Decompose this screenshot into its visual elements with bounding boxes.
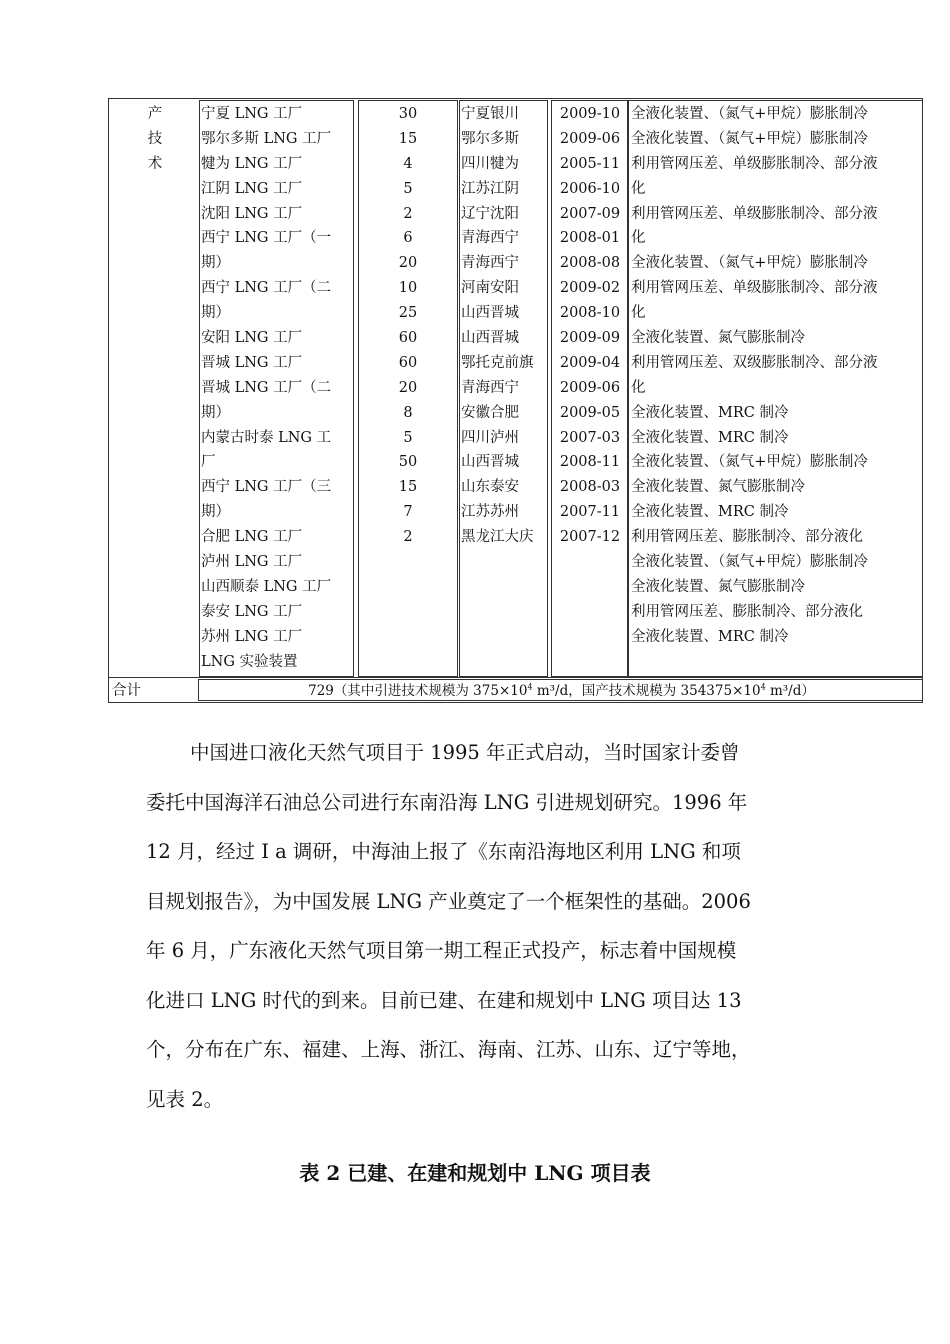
plant-name-cell: LNG 实验装置 [201, 653, 298, 670]
date-cell: 2008-10 [559, 305, 621, 322]
scale-cell: 60 [398, 330, 418, 347]
scale-cell: 2 [403, 529, 413, 546]
scale-cell: 5 [403, 180, 413, 197]
location-cell: 青海西宁 [461, 230, 519, 247]
location-cell: 青海西宁 [461, 379, 519, 396]
plant-name-cell: 晋城 LNG 工厂 [201, 354, 303, 371]
process-cell: 利用管网压差、单级膨胀制冷、部分液 [631, 155, 878, 172]
location-cell: 江苏江阴 [461, 180, 519, 197]
process-column [631, 102, 923, 650]
category-cell: 术 [147, 155, 163, 172]
location-cell: 山西晋城 [461, 454, 519, 471]
plant-name-cell: 期） [201, 404, 230, 421]
scale-cell: 7 [403, 504, 413, 521]
scale-cell: 10 [398, 280, 418, 297]
date-cell: 2009-04 [559, 354, 621, 371]
process-cell: 全液化装置、（氮气+甲烷）膨胀制冷 [631, 554, 868, 571]
process-cell: 化 [631, 180, 646, 197]
plant-name-cell: 合肥 LNG 工厂 [201, 529, 303, 546]
plant-name-column [201, 102, 351, 674]
location-cell: 宁夏银川 [461, 106, 519, 122]
plant-name-cell: 西宁 LNG 工厂（三 [201, 479, 332, 496]
location-cell: 鄂尔多斯 [461, 130, 519, 147]
process-cell: 全液化装置、MRC 制冷 [631, 404, 789, 421]
plant-name-cell: 西宁 LNG 工厂（一 [201, 230, 332, 247]
date-cell: 2009-10 [559, 106, 621, 122]
plant-name-cell: 期） [201, 504, 230, 521]
plant-name-cell: 晋城 LNG 工厂（二 [201, 379, 332, 396]
plant-name-cell: 期） [201, 305, 230, 322]
total-value: 729（其中引进技术规模为 $375\times 10^4$ m³/d，国产技术规模为 $354375\times 10^4$ m³/d） [308, 682, 815, 699]
process-cell: 全液化装置、MRC 制冷 [631, 504, 789, 521]
paragraph-line-5: 年 6 月，广东液化天然气项目第一期工程正式投产，标志着中国规模 [146, 939, 737, 962]
process-cell: 化 [631, 305, 646, 322]
scale-cell: 25 [398, 305, 418, 322]
location-cell: 四川泸州 [461, 429, 519, 446]
paragraph-line-7: 个，分布在广东、福建、上海、浙江、海南、江苏、山东、辽宁等地， [146, 1038, 751, 1061]
scale-column [360, 102, 456, 550]
process-cell: 全液化装置、MRC 制冷 [631, 628, 789, 645]
location-cell: 安徽合肥 [461, 404, 519, 421]
plant-name-cell: 西宁 LNG 工厂（二 [201, 280, 332, 297]
date-cell: 2009-09 [559, 330, 621, 347]
location-cell: 河南安阳 [461, 280, 519, 297]
process-cell: 利用管网压差、单级膨胀制冷、部分液 [631, 280, 878, 297]
plant-name-cell: 苏州 LNG 工厂 [201, 628, 303, 645]
process-cell: 全液化装置、（氮气+甲烷）膨胀制冷 [631, 130, 868, 147]
plant-name-cell: 泰安 LNG 工厂 [201, 603, 303, 620]
plant-name-cell: 泸州 LNG 工厂 [201, 554, 303, 571]
process-cell: 全液化装置、氮气膨胀制冷 [631, 578, 805, 595]
scale-cell: 15 [398, 479, 418, 496]
scale-cell: 30 [398, 106, 418, 122]
plant-name-cell: 期） [201, 255, 230, 272]
paragraph-line-6: 化进口 LNG 时代的到来。目前已建、在建和规划中 LNG 项目达 13 [146, 989, 742, 1012]
date-cell: 2008-11 [559, 454, 621, 471]
process-cell: 全液化装置、氮气膨胀制冷 [631, 330, 805, 347]
process-cell: 全液化装置、（氮气+甲烷）膨胀制冷 [631, 106, 868, 122]
plant-name-cell: 犍为 LNG 工厂 [201, 155, 303, 172]
scale-cell: 15 [398, 130, 418, 147]
paragraph-line-1: 中国进口液化天然气项目于 1995 年正式启动，当时国家计委曾 [190, 741, 740, 764]
location-cell: 江苏苏州 [461, 504, 519, 521]
plant-name-cell: 江阴 LNG 工厂 [201, 180, 303, 197]
location-cell: 四川犍为 [461, 155, 519, 172]
scale-cell: 60 [398, 354, 418, 371]
location-cell: 辽宁沈阳 [461, 205, 519, 222]
date-cell: 2007-09 [559, 205, 621, 222]
process-cell: 全液化装置、氮气膨胀制冷 [631, 479, 805, 496]
scale-cell: 20 [398, 255, 418, 272]
process-cell: 全液化装置、MRC 制冷 [631, 429, 789, 446]
scale-cell: 50 [398, 454, 418, 471]
date-cell: 2007-11 [559, 504, 621, 521]
location-cell: 鄂托克前旗 [461, 354, 534, 371]
paragraph-line-8: 见表 2。 [146, 1088, 224, 1111]
date-cell: 2009-02 [559, 280, 621, 297]
scale-cell: 4 [403, 155, 413, 172]
location-cell: 山西晋城 [461, 305, 519, 322]
scale-cell: 5 [403, 429, 413, 446]
location-cell: 山西晋城 [461, 330, 519, 347]
process-cell: 全液化装置、（氮气+甲烷）膨胀制冷 [631, 454, 868, 471]
category-cell: 产 [147, 106, 163, 122]
date-cell: 2009-05 [559, 404, 621, 421]
location-cell: 黑龙江大庆 [461, 529, 534, 546]
plant-name-cell: 内蒙古时泰 LNG 工 [201, 429, 332, 446]
paragraph-line-4: 目规划报告》，为中国发展 LNG 产业奠定了一个框架性的基础。2006 [146, 890, 751, 913]
total-label: 合计 [112, 683, 141, 699]
process-cell: 利用管网压差、单级膨胀制冷、部分液 [631, 205, 878, 222]
table-caption: 表 2 已建、在建和规划中 LNG 项目表 [299, 1161, 651, 1185]
process-cell: 全液化装置、（氮气+甲烷）膨胀制冷 [631, 255, 868, 272]
plant-name-cell: 鄂尔多斯 LNG 工厂 [201, 130, 332, 147]
scale-cell: 20 [398, 379, 418, 396]
date-cell: 2008-08 [559, 255, 621, 272]
date-cell: 2009-06 [559, 379, 621, 396]
date-column [553, 102, 627, 550]
scale-cell: 8 [403, 404, 413, 421]
scale-cell: 2 [403, 205, 413, 222]
process-cell: 利用管网压差、双级膨胀制冷、部分液 [631, 354, 878, 371]
date-cell: 2008-01 [559, 230, 621, 247]
date-cell: 2005-11 [559, 155, 621, 172]
category-cell: 技 [147, 130, 163, 147]
plant-name-cell: 沈阳 LNG 工厂 [201, 205, 303, 222]
category-column [140, 102, 170, 177]
location-column [461, 102, 549, 550]
paragraph-line-3: 12 月，经过 I a 调研，中海油上报了《东南沿海地区利用 LNG 和项 [146, 840, 741, 863]
date-cell: 2006-10 [559, 180, 621, 197]
date-cell: 2007-12 [559, 529, 621, 546]
paragraph-line-2: 委托中国海洋石油总公司进行东南沿海 LNG 引进规划研究。1996 年 [146, 791, 748, 814]
date-cell: 2009-06 [559, 130, 621, 147]
plant-name-cell: 厂 [201, 454, 216, 471]
date-cell: 2008-03 [559, 479, 621, 496]
location-cell: 青海西宁 [461, 255, 519, 272]
process-cell: 化 [631, 379, 646, 396]
plant-name-cell: 山西顺泰 LNG 工厂 [201, 578, 332, 595]
process-cell: 利用管网压差、膨胀制冷、部分液化 [631, 603, 863, 620]
scale-cell: 6 [403, 230, 413, 247]
plant-name-cell: 宁夏 LNG 工厂 [201, 106, 303, 122]
location-cell: 山东泰安 [461, 479, 519, 496]
date-cell: 2007-03 [559, 429, 621, 446]
process-cell: 利用管网压差、膨胀制冷、部分液化 [631, 529, 863, 546]
plant-name-cell: 安阳 LNG 工厂 [201, 330, 303, 347]
process-cell: 化 [631, 230, 646, 247]
